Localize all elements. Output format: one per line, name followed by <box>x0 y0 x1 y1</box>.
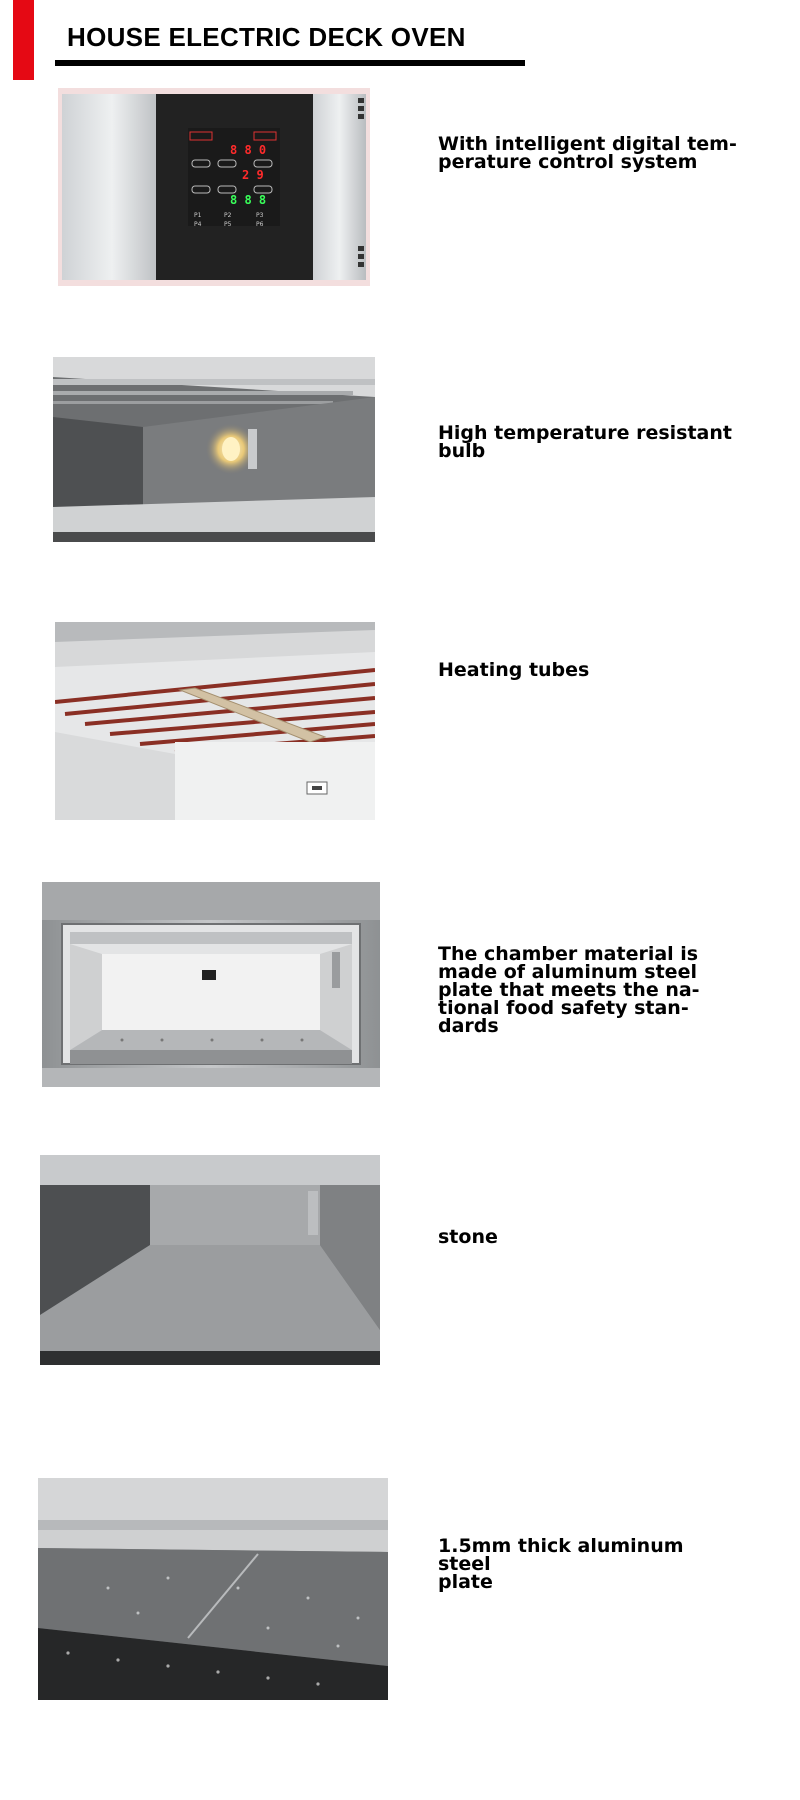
feature-caption-chamber: The chamber material is made of aluminum steel plate that meets the na- tional food safety stan- dards <box>438 943 700 1037</box>
feature-caption-plate: 1.5mm thick aluminum steel plate <box>438 1535 684 1593</box>
program-key-p5: P5 <box>224 221 232 228</box>
page-title: HOUSE ELECTRIC DECK OVEN <box>67 22 466 52</box>
program-key-p4: P4 <box>194 221 202 228</box>
steel-plate-photo <box>38 1478 388 1700</box>
feature-caption-tubes: Heating tubes <box>438 659 590 681</box>
program-key-p6: P6 <box>256 221 264 228</box>
temperature-display-1: 8 8 0 <box>230 143 267 157</box>
program-key-p3: P3 <box>256 212 264 219</box>
feature-caption-bulb: High temperature resistant bulb <box>438 422 732 462</box>
feature-caption-control: With intelligent digital tem- perature control system <box>438 133 737 173</box>
title-underline <box>55 60 525 66</box>
heating-tubes-photo <box>55 622 375 820</box>
temperature-display-2: 2 9 <box>242 168 264 182</box>
baking-stone-photo <box>40 1155 380 1365</box>
feature-caption-stone: stone <box>438 1226 498 1248</box>
program-key-p2: P2 <box>224 212 232 219</box>
red-accent-bar <box>13 0 34 80</box>
temperature-display-3: 8 8 8 <box>230 193 267 207</box>
oven-bulb-photo <box>53 357 375 542</box>
control-panel-photo <box>58 88 370 286</box>
oven-chamber-photo <box>42 882 380 1087</box>
program-key-p1: P1 <box>194 212 202 219</box>
